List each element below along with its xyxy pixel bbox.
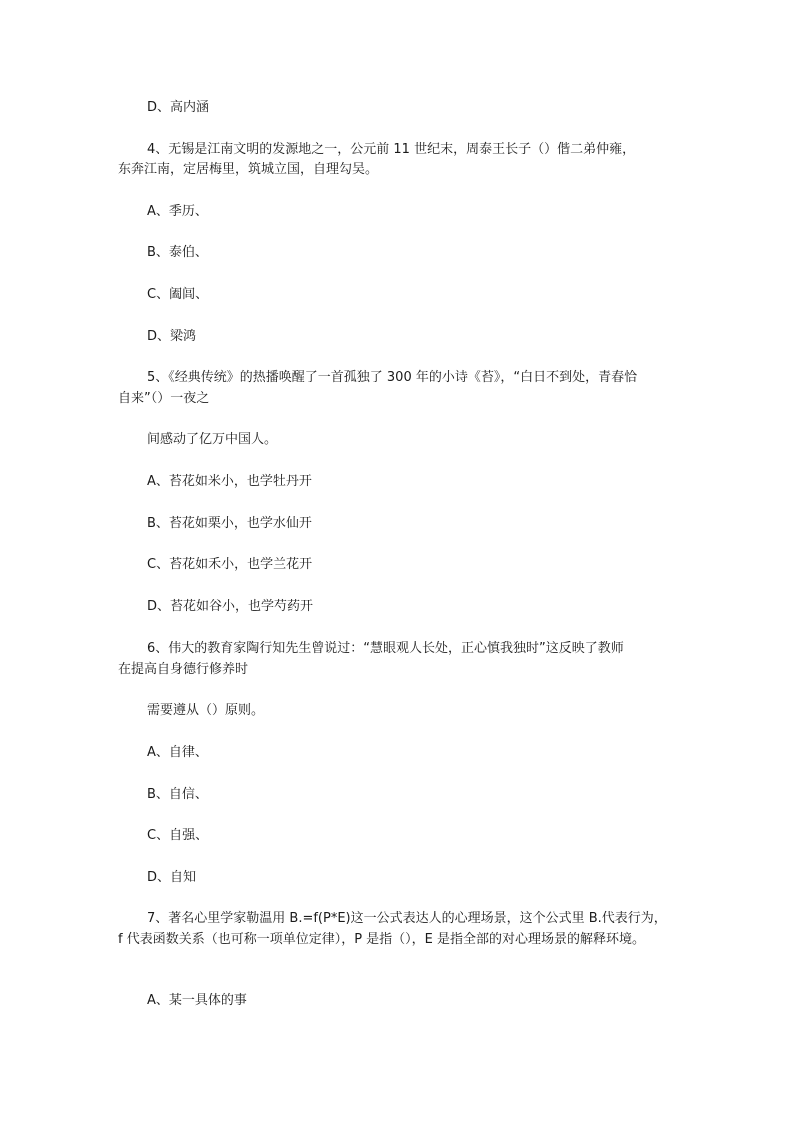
q4-stem-line-2: 东奔江南，定居梅里，筑城立国，自理勾吴。 <box>118 162 379 177</box>
q5-option-c: C、苔花如禾小，也学兰花开 <box>147 557 313 572</box>
q4-option-c: C、阖闾、 <box>147 287 209 302</box>
q6-stem-line-2: 在提高自身德行修养时 <box>118 662 249 677</box>
q6-stem-line-1: 6、伟大的教育家陶行知先生曾说过：“慧眼观人长处，正心慎我独时”这反映了教师 <box>147 641 624 656</box>
q4-option-b: B、泰伯、 <box>147 245 208 260</box>
q4-option-d: D、梁鸿 <box>147 329 197 344</box>
q5-option-a: A、苔花如米小，也学牡丹开 <box>147 474 312 489</box>
q7-stem-line-1: 7、著名心里学家勒温用 B.=f(P*E)这一公式表达人的心理场景，这个公式里 B.代表行为， <box>147 911 667 926</box>
q4-stem-line-1: 4、无锡是江南文明的发源地之一，公元前 11 世纪末，周泰王长子（）偕二弟仲雍， <box>147 142 636 157</box>
q4-option-a: A、季历、 <box>147 204 208 219</box>
q6-option-d: D、自知 <box>147 870 197 885</box>
q6-stem-line-3: 需要遵从（）原则。 <box>147 703 265 718</box>
q3-option-d: D、高内涵 <box>147 100 210 115</box>
q5-option-d: D、苔花如谷小，也学芍药开 <box>147 599 314 614</box>
q7-stem-line-2: f 代表函数关系（也可称一项单位定律），P 是指（），E 是指全部的对心理场景的解释环境。 <box>118 932 646 947</box>
q5-stem-line-3: 间感动了亿万中国人。 <box>147 432 278 447</box>
q6-option-b: B、自信、 <box>147 787 208 802</box>
q5-stem-line-1: 5、《经典传统》的热播唤醒了一首孤独了 300 年的小诗《苔》，“白日不到处，青春恰 <box>147 370 638 385</box>
q7-option-a: A、某一具体的事 <box>147 993 247 1008</box>
q5-stem-line-2: 自来”（）一夜之 <box>118 391 210 406</box>
q6-option-c: C、自强、 <box>147 828 209 843</box>
q6-option-a: A、自律、 <box>147 745 208 760</box>
q5-option-b: B、苔花如栗小，也学水仙开 <box>147 516 312 531</box>
